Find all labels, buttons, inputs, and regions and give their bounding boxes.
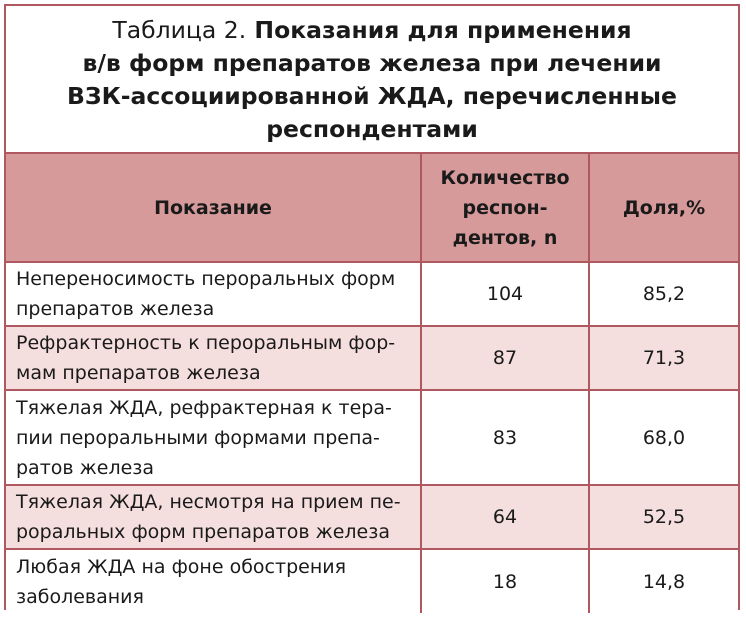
caption-line-2: в/в форм препаратов железа при лечении xyxy=(82,49,662,77)
row-label-line: Любая ЖДА на фоне обострения xyxy=(16,555,347,578)
header-share: Доля,% xyxy=(589,153,738,262)
row-count: 87 xyxy=(421,326,589,390)
row-label-line: Непереносимость пероральных форм xyxy=(16,268,396,290)
table-row xyxy=(6,262,738,326)
row-label xyxy=(6,485,421,549)
row-count: 18 xyxy=(421,549,589,613)
caption-prefix: Таблица 2. xyxy=(112,16,247,44)
row-count: 64 xyxy=(421,485,589,549)
header-count-line: Количество xyxy=(440,166,570,189)
header-indication: Показание xyxy=(6,153,421,262)
row-label-line: Рефрактерность к пероральным фор- xyxy=(16,332,396,354)
row-label-line: Тяжелая ЖДА, несмотря на прием пе- xyxy=(16,491,401,513)
table-caption xyxy=(6,6,738,152)
row-count: 83 xyxy=(421,390,589,485)
row-label xyxy=(6,390,421,485)
table-row xyxy=(6,390,738,485)
caption-line-1: Показания для применения xyxy=(246,16,632,44)
row-share: 52,5 xyxy=(589,485,738,549)
row-share: 71,3 xyxy=(589,326,738,390)
table-row xyxy=(6,326,738,390)
row-label-line: заболевания xyxy=(16,585,144,608)
row-label-line: ратов железа xyxy=(16,456,155,479)
indications-table xyxy=(6,152,738,613)
row-label xyxy=(6,326,421,390)
row-label-line: роральных форм препаратов железа xyxy=(16,521,390,543)
row-share: 68,0 xyxy=(589,390,738,485)
row-share: 14,8 xyxy=(589,549,738,613)
header-count-line: дентов, n xyxy=(452,226,558,249)
table-row xyxy=(6,549,738,613)
caption-line-3: ВЗК-ассоциированной ЖДА, перечисленные xyxy=(66,82,677,110)
row-label-line: мам препаратов железа xyxy=(16,362,261,384)
row-label-line: препаратов железа xyxy=(16,298,215,320)
row-label-line: пии пероральными формами препа- xyxy=(16,426,380,449)
header-count-line: респон- xyxy=(462,196,548,219)
row-label xyxy=(6,549,421,613)
row-label xyxy=(6,262,421,326)
table-row xyxy=(6,485,738,549)
row-share: 85,2 xyxy=(589,262,738,326)
table-header-row xyxy=(6,153,738,262)
row-label-line: Тяжелая ЖДА, рефрактерная к тера- xyxy=(16,396,392,419)
table-frame xyxy=(4,4,740,610)
row-count: 104 xyxy=(421,262,589,326)
caption-line-4: респондентами xyxy=(266,115,478,143)
header-count xyxy=(421,153,589,262)
